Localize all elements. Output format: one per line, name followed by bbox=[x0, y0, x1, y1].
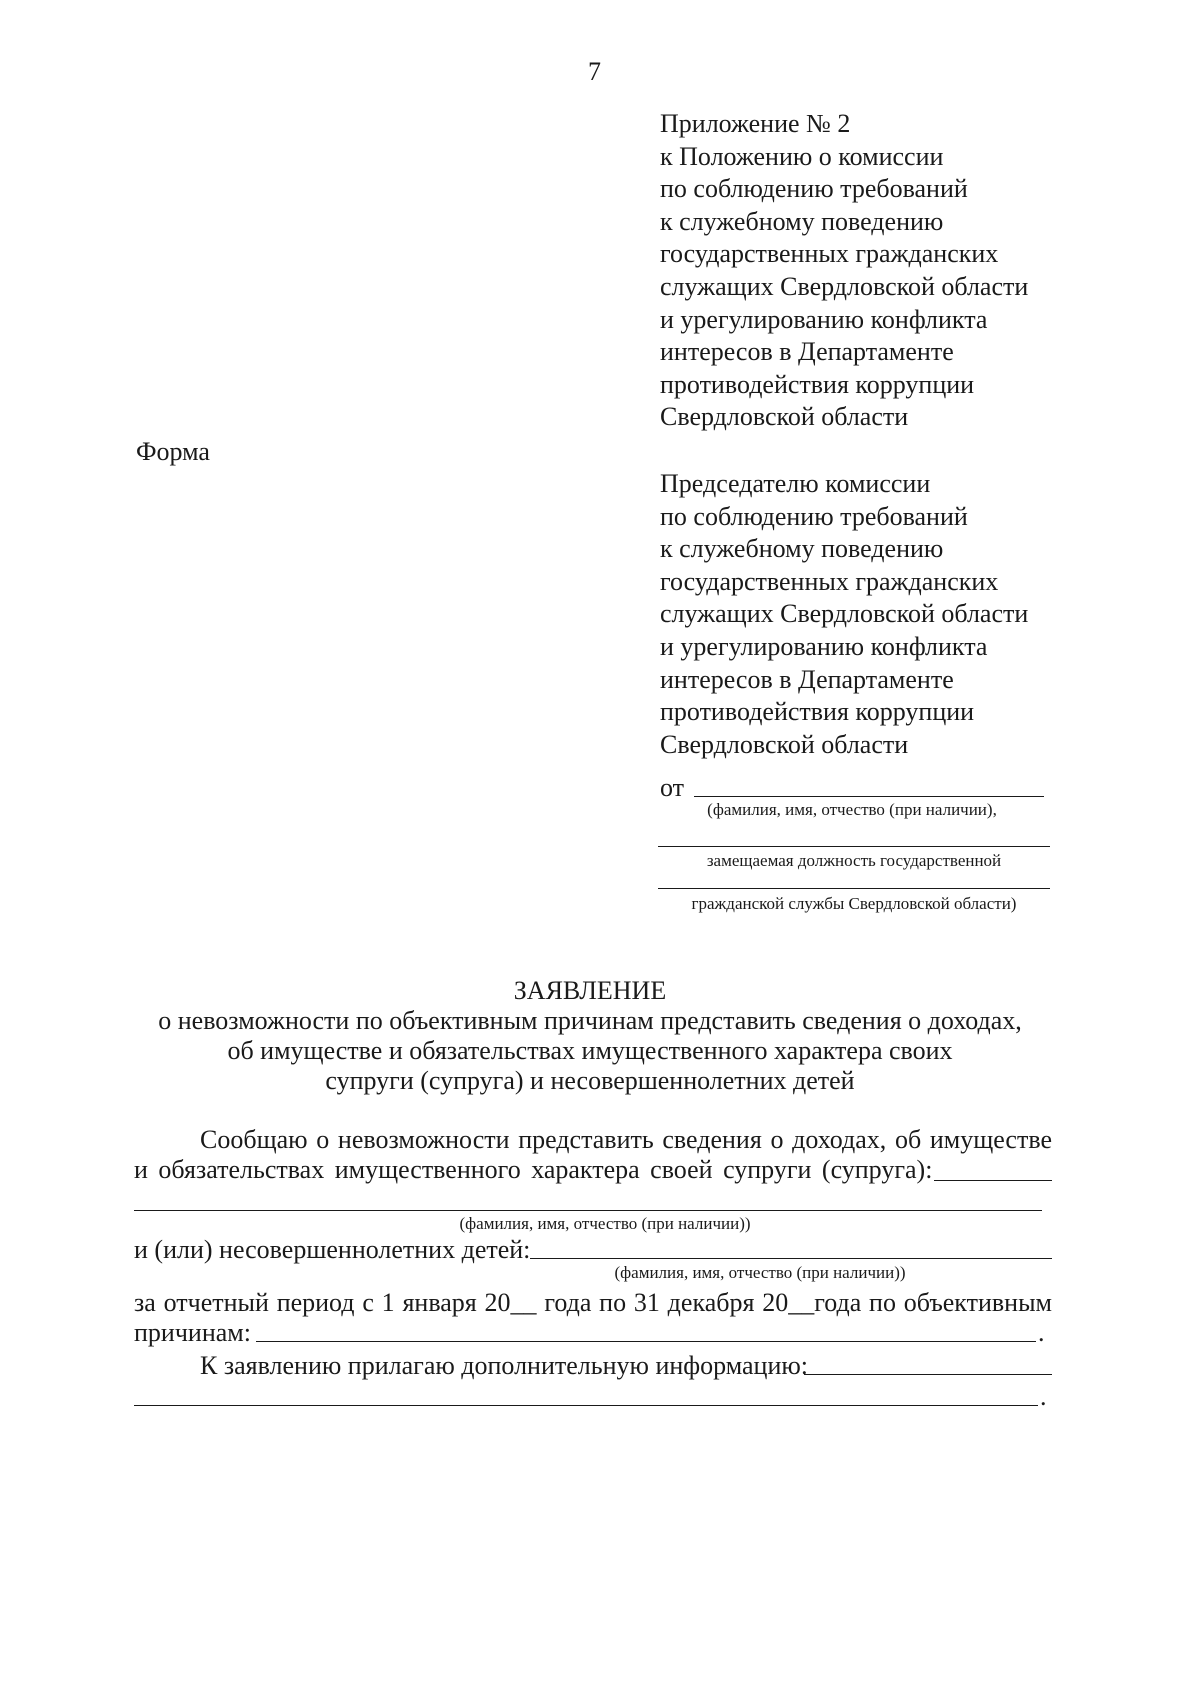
appendix-line: к служебному поведению bbox=[660, 206, 944, 236]
hint-service: гражданской службы Свердловской области) bbox=[691, 894, 1017, 913]
addressee-line: служащих Свердловской области bbox=[660, 599, 1029, 629]
addressee-line: государственных гражданских bbox=[660, 566, 999, 596]
appendix-line: интересов в Департаменте bbox=[660, 337, 954, 367]
hint-position: замещаемая должность государственной bbox=[706, 851, 1002, 870]
hint-name: (фамилия, имя, отчество (при наличии), bbox=[707, 800, 997, 819]
reasons-end: . bbox=[1038, 1318, 1045, 1347]
appendix-line: по соблюдению требований bbox=[660, 174, 968, 204]
appendix-line: Свердловской области bbox=[660, 402, 909, 432]
period-line: за отчетный период с 1 января 20__ года по 31 декабря 20__года по объективным bbox=[134, 1288, 1052, 1317]
position-line[interactable] bbox=[658, 846, 1050, 847]
addressee-block bbox=[660, 468, 1180, 761]
attach-label: К заявлению прилагаю дополнительную информацию: bbox=[200, 1351, 809, 1380]
addressee-line: и урегулированию конфликта bbox=[660, 631, 988, 661]
statement-line-2: и обязательствах имущественного характера своей супруги (супруга): bbox=[134, 1155, 933, 1184]
appendix-line: противодействия коррупции bbox=[660, 369, 975, 399]
document-title: ЗАЯВЛЕНИЕ bbox=[513, 976, 667, 1005]
page-number: 7 bbox=[588, 57, 601, 86]
title-line-3: супруги (супруга) и несовершеннолетних детей bbox=[325, 1066, 855, 1095]
attach-line-start[interactable] bbox=[804, 1374, 1052, 1375]
addressee-line: Председателю комиссии bbox=[660, 469, 931, 498]
addressee-line: к служебному поведению bbox=[660, 534, 944, 564]
statement-line-1: Сообщаю о невозможности представить сведения о доходах, об имуществе bbox=[200, 1125, 1052, 1154]
hint-spouse: (фамилия, имя, отчество (при наличии)) bbox=[459, 1214, 751, 1233]
from-name-line[interactable] bbox=[694, 796, 1044, 797]
service-line[interactable] bbox=[658, 888, 1050, 889]
reasons-line[interactable] bbox=[256, 1341, 1036, 1342]
appendix-line: служащих Свердловской области bbox=[660, 271, 1029, 301]
spouse-line-start[interactable] bbox=[934, 1180, 1052, 1181]
reasons-label: причинам: bbox=[134, 1318, 251, 1347]
attach-end: . bbox=[1040, 1382, 1047, 1411]
children-name-line[interactable] bbox=[530, 1258, 1052, 1259]
addressee-line: противодействия коррупции bbox=[660, 697, 975, 727]
hint-children: (фамилия, имя, отчество (при наличии)) bbox=[614, 1263, 906, 1282]
addressee-line: интересов в Департаменте bbox=[660, 664, 954, 694]
appendix-line: государственных гражданских bbox=[660, 239, 999, 269]
appendix-line: Приложение № 2 bbox=[660, 109, 851, 138]
title-line-1: о невозможности по объективным причинам представить сведения о доходах, bbox=[158, 1006, 1022, 1035]
addressee-line: Свердловской области bbox=[660, 729, 909, 759]
form-label: Форма bbox=[136, 437, 210, 466]
title-line-2: об имуществе и обязательствах имущественного характера своих bbox=[227, 1036, 953, 1065]
attach-line[interactable] bbox=[134, 1405, 1038, 1406]
appendix-line: и урегулированию конфликта bbox=[660, 304, 988, 334]
from-label: от bbox=[660, 773, 685, 802]
appendix-line: к Положению о комиссии bbox=[660, 141, 944, 171]
children-label: и (или) несовершеннолетних детей: bbox=[134, 1235, 531, 1264]
spouse-name-line[interactable] bbox=[134, 1210, 1042, 1211]
addressee-line: по соблюдению требований bbox=[660, 501, 968, 531]
appendix-block bbox=[660, 108, 1180, 434]
